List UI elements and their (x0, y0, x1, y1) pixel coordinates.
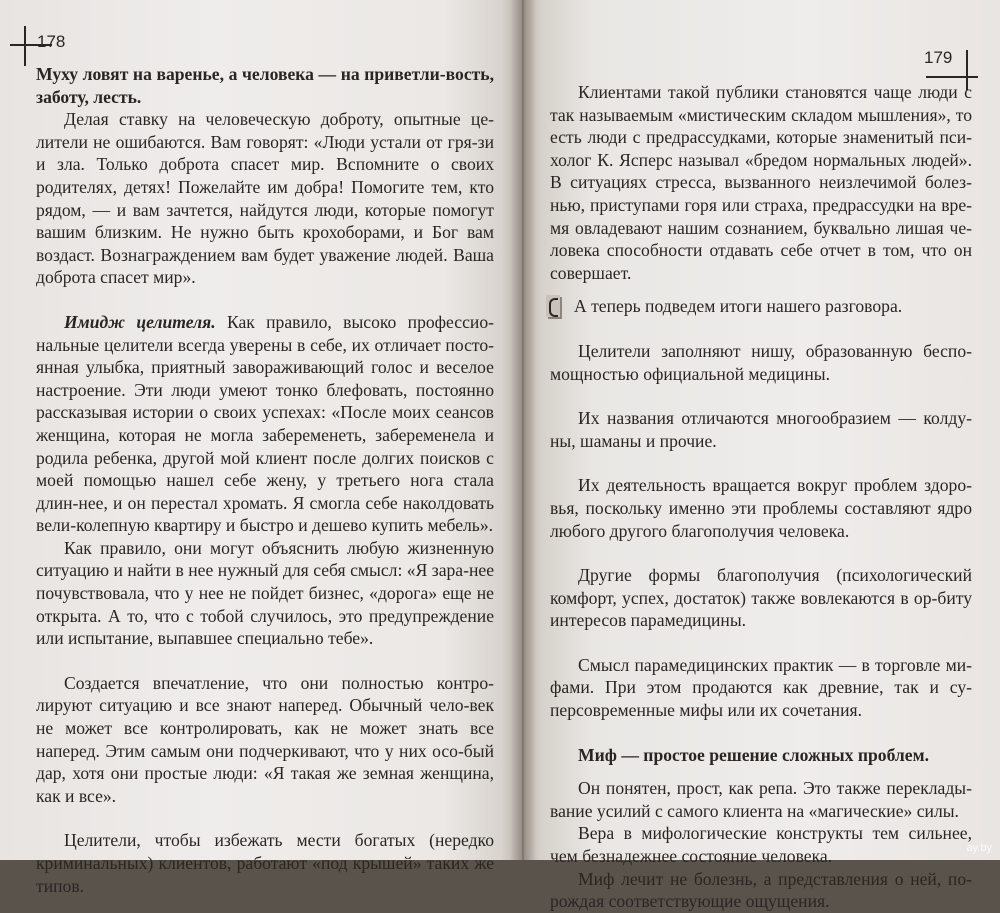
myth-heading: Миф — простое решение сложных проблем. (578, 744, 929, 765)
summary-point: Смысл парамедицинских практик — в торговле ми-фами. При этом продаются как древние, так и су-персовременные мифы или их сочетания. (550, 654, 972, 721)
paragraph: Как правило, они могут объяснить любую жизненную ситуацию и найти в нее нужный для себя смысл: «Я зара-нее почувствовала, что у нее не пойдет бизнес, «дорога» еще не открыта. А то, что с тобой случилось, это предупреждение или испытание, выпавшее специально тебе». (36, 537, 494, 649)
book-gutter (510, 0, 536, 860)
paragraph: Клиентами такой публики становятся чаще люди с так называемым «мистическим складом мышления», то есть люди с предрассудками, которые знаменитый пси-холог К. Ясперс называл «бредом нормальных людей». В ситуациях стресса, вызванного неизлечимой болез-нью, приступами горя или страха, предрассудки на вре-мя овладевают нашим сознанием, буквально лишая че-ловека способности отдавать себе отчет в том, что он совершает. (550, 82, 972, 283)
summary-point: Их деятельность вращается вокруг проблем здоро-вья, поскольку именно эти проблемы составляют ядро любого другого благополучия человека. (550, 475, 972, 541)
paragraph: Делая ставку на человеческую доброту, опытные це-лители не ошибаются. Вам говорят: «Люди устали от гря-зи и зла. Только доброта спасет мир. Вспомните о своих родителях, детях! Пожелайте им добра! Помогите тем, кто рядом, — и вам зачтется, найдутся люди, которые помогут вашим близким. Не нужно быть крохоборами, и Бог вам воздаст. Вознаграждением вам будет уважение людей. Ваша доброта спасет мир». (36, 109, 494, 288)
paragraph: Целители, чтобы избежать мести богатых (нередко криминальных) клиентов, работают «под крышей» таких же типов. (36, 830, 494, 896)
paragraph: Вера в мифологические конструкты тем сильнее, чем безнадежнее состояние человека. (550, 823, 972, 867)
corner-rule-h (926, 76, 978, 78)
right-page (522, 0, 1000, 912)
section-heading: Муху ловят на варенье, а человека — на приветли-вость, заботу, лесть. (36, 64, 494, 107)
corner-rule-v (24, 26, 26, 66)
paragraph: Он понятен, прост, как репа. Это также переклады-вание усилий с самого клиента на «магические» силы. (550, 778, 972, 821)
subheading: Имидж целителя. (64, 311, 216, 332)
bookmark-icon (546, 295, 560, 317)
watermark: ay.by (966, 842, 992, 854)
summary-lead (550, 295, 972, 318)
left-page-text (36, 63, 494, 897)
image-paragraph-text: Как правило, высоко профессио-нальные целители всегда уверены в себе, их отличает посто-янная улыбка, приятный завораживающий голос и веселое настроение. Эти люди умеют тонко блефовать, постоянно рассказывая истории о своих успехах: «После моих сеансов женщина, которая не могла забеременеть, забеременела и родила ребенка, другой мой клиент после долгих поисков с моей помощью нашел себе жену, у третьего нога стала длин-нее, и он перестал хромать. Я смогла себе наколдовать вели-колепную квартиру и быстро и дешево купить мебель». (36, 311, 494, 536)
summary-point: Другие формы благополучия (психологический комфорт, успех, достаток) также вовлекаются в ор-биту интересов парамедицины. (550, 565, 972, 631)
summary-point: Их названия отличаются многообразием — колду-ны, шаманы и прочие. (550, 408, 972, 451)
page-number-right: 179 (924, 48, 953, 67)
summary-point: Целители заполняют нишу, образованную беспо-мощностью официальной медицины. (550, 340, 972, 384)
page-number-left: 178 (37, 32, 66, 51)
summary-lead-text: А теперь подведем итоги нашего разговора. (574, 296, 903, 317)
right-page-text (550, 81, 972, 913)
paragraph: Создается впечатление, что они полностью контро-лируют ситуацию и все знают наперед. Обычный чело-век не может все контролировать, как не может знать все наперед. Этим самым они подчеркивают, что у них осо-бый дар, хотя они простые люди: «Я такая же земная женщина, как и все». (36, 672, 494, 806)
image-paragraph (36, 311, 494, 537)
paragraph: Миф лечит не болезнь, а представления о ней, по-рождая соответствующие ощущения. (550, 868, 972, 912)
